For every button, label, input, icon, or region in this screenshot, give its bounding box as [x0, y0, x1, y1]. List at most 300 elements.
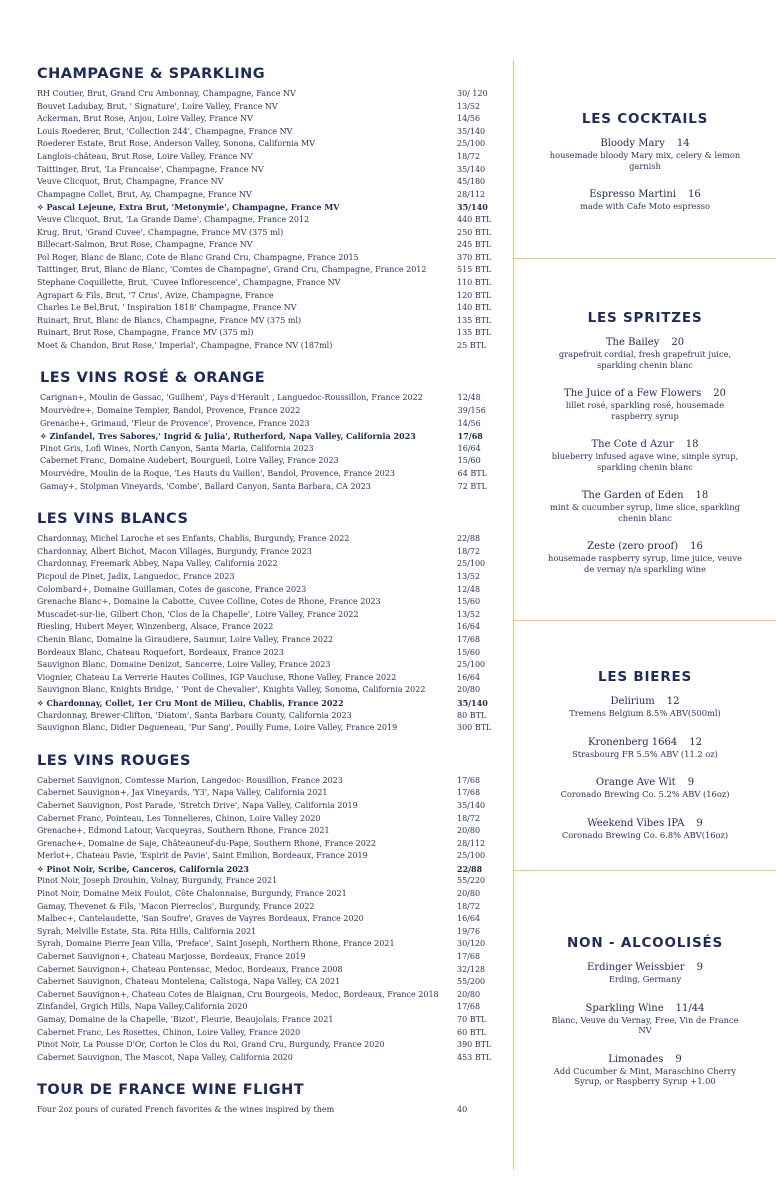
wine-row	[40, 443, 507, 456]
wine-price: 25/100	[457, 559, 486, 569]
drink-description: Coronado Brewing Co. 6.8% ABV(16oz)	[561, 829, 729, 840]
wine-row	[37, 277, 507, 290]
wine-row	[37, 252, 507, 265]
wine-row	[37, 951, 507, 964]
drink-description: blueberry infused agave wine, simple syrup, sparkling chenin blanc	[551, 451, 739, 472]
wine-row	[37, 888, 507, 901]
wine-name: ✧ Pinot Noir, Scribe, Canceros, California 2023	[37, 863, 249, 874]
drink-price: 9	[696, 817, 703, 829]
wine-name: Riesling, Hubert Meyer, Winzenberg, Alsace, France 2022	[37, 622, 274, 632]
wine-name: Ruinart, Brut, Blanc de Blancs, Champagne, France MV (375 ml)	[37, 315, 302, 325]
wine-name: Colombard+, Domaine Guillaman, Cotes de gascone, France 2023	[37, 584, 307, 594]
drink-price: 9	[687, 777, 695, 788]
drink-name: Weekend Vibes IPA	[587, 817, 685, 829]
wine-row	[37, 264, 507, 277]
section-blancs	[37, 511, 507, 735]
wine-row	[37, 926, 507, 939]
wine-price: 35/140	[457, 697, 488, 708]
wine-list	[37, 1104, 507, 1117]
drink-name: The Bailey	[605, 337, 660, 348]
wine-name: Pinot Noir, Domaine Meix Foulot, Côte Chalonnaise, Burgundy, France 2021	[37, 889, 347, 899]
drink-price: 9	[696, 962, 703, 973]
wine-row	[37, 710, 507, 723]
wine-row	[37, 558, 507, 571]
drink-name-line	[514, 336, 776, 349]
drink-name-line	[514, 137, 776, 150]
wine-name: Cabernet Sauvignon, Post Parade, 'Stretch Drive', Napa Valley, California 2019	[37, 800, 358, 810]
wine-row	[40, 392, 507, 405]
wine-price: 16/64	[457, 622, 481, 632]
wine-price: 20/80	[457, 889, 481, 899]
drink-description: Add Cucumber & Mint, Maraschino Cherry Syrup, or Raspberry Syrup +1.00	[553, 1065, 737, 1086]
wine-price: 300 BTL	[457, 723, 492, 733]
wine-row	[37, 609, 507, 622]
wine-row	[37, 775, 507, 788]
wine-name: Grenache+, Edmond Latour, Vacqueyras, Southern Rhone, France 2021	[37, 826, 330, 836]
wine-name: Cabernet Sauvignon+, Chateau Marjosse, Bordeaux, France 2019	[37, 952, 306, 962]
wine-price: 17/68	[457, 775, 481, 785]
drink-name-line	[514, 489, 776, 502]
drink-price: 18	[695, 490, 709, 501]
drink-price: 20	[713, 388, 726, 399]
wine-price: 55/220	[457, 876, 486, 886]
wine-row	[37, 340, 507, 353]
wine-price: 25/100	[457, 660, 486, 670]
wine-price: 22/88	[457, 534, 481, 544]
wine-price: 13/52	[457, 101, 481, 111]
wine-name: Cabernet Sauvignon+, Jax Vineyards, 'Y3', Napa Valley, California 2021	[37, 788, 328, 798]
wine-row	[37, 621, 507, 634]
wine-name: Chenin Blanc, Domaine la Giraudiere, Saumur, Loire Valley, France 2022	[37, 634, 334, 644]
wine-price: 32/128	[457, 964, 486, 974]
wine-price: 80 BTL	[457, 710, 487, 720]
wine-name: Veuve Clicquot, Brut, 'La Grande Dame', Champagne, France 2012	[37, 214, 310, 224]
wine-price: 515 BTL	[457, 265, 492, 275]
wine-name: Muscadet-sur-lie, Gilbert Chon, 'Clos de la Chapelle', Loire Valley, France 2022	[37, 609, 359, 619]
wine-price: 440 BTL	[457, 214, 492, 224]
wine-name: Mourvèdre+, Domaine Tempier, Bandol, Provence, France 2022	[40, 406, 301, 416]
section-rouges	[37, 753, 507, 1065]
wine-row	[37, 684, 507, 697]
wine-price: 17/68	[457, 952, 481, 962]
drink-list	[514, 336, 776, 574]
section-flight	[37, 1082, 507, 1117]
wine-row	[37, 697, 507, 710]
wine-row	[37, 239, 507, 252]
wine-price: 14/56	[457, 418, 481, 428]
wine-price: 245 BTL	[457, 240, 492, 250]
drink-list	[514, 137, 776, 212]
wine-row	[37, 302, 507, 315]
wine-row	[37, 214, 507, 227]
wine-name: Zinfandel, Grgich Hills, Napa Valley,California 2020	[37, 1002, 248, 1012]
wine-row	[37, 151, 507, 164]
wine-price: 35/140	[457, 800, 486, 810]
wine-price: 13/52	[457, 609, 481, 619]
drink-price: 16	[690, 541, 703, 552]
drink-name-line	[514, 387, 776, 400]
drink-name-line	[514, 438, 776, 451]
wine-name: Grenache Blanc+, Domaine la Cabotte, Cuvee Colline, Cotes de Rhone, France 2023	[37, 597, 381, 607]
drink-price: 9	[675, 1053, 682, 1065]
wine-price: 16/64	[457, 443, 481, 453]
drink-item	[514, 961, 776, 985]
drink-name: The Juice of a Few Flowers	[564, 388, 702, 399]
drink-item	[514, 336, 776, 370]
wine-row	[37, 1104, 507, 1117]
drink-list	[514, 695, 776, 840]
wine-name: RH Coutier, Brut, Grand Cru Ambonnay, Champagne, Fance NV	[37, 89, 296, 98]
wine-row	[37, 1039, 507, 1052]
wine-name: Pinot Gris, Lofi Wines, North Canyon, Santa Maria, California 2023	[40, 443, 314, 453]
wine-row	[37, 113, 507, 126]
wine-price: 135 BTL	[457, 315, 492, 325]
drink-name-line	[514, 1002, 776, 1015]
wine-price: 18/72	[457, 151, 481, 161]
wine-name: Veuve Clicquot, Brut, Champagne, France NV	[37, 177, 224, 187]
drink-description: housemade bloody Mary mix, celery & lemon garnish	[549, 150, 741, 171]
wine-name: Billecart-Salmon, Brut Rose, Champagne, France NV	[37, 240, 253, 250]
wine-list	[37, 775, 507, 1065]
section-rose	[37, 370, 507, 493]
wine-name: Cabernet Sauvignon, The Mascot, Napa Valley, California 2020	[37, 1052, 293, 1062]
wine-name: ✧ Zinfandel, Tres Sabores,' Ingrid & Julia', Rutherford, Napa Valley, California 2023	[40, 431, 416, 442]
wine-price: 55/200	[457, 977, 486, 987]
wine-row	[37, 634, 507, 647]
drink-description: housemade raspberry syrup, lime juice, veuve de vernay n/a sparkling wine	[548, 553, 742, 574]
wine-row	[37, 647, 507, 660]
wine-name: Pinot Noir, Joseph Drouhin, Volnay, Burgundy, France 2021	[37, 876, 278, 886]
drink-price: 20	[671, 337, 685, 348]
drink-description: Blanc, Veuve du Vernay, Free, Vin de France NV	[551, 1014, 739, 1035]
wine-list	[37, 533, 507, 735]
wine-name: Moet & Chandon, Brut Rose,' Imperial', Champagne, France NV (187ml)	[37, 340, 333, 350]
drink-item	[514, 387, 776, 421]
wine-name: Merlot+, Chateau Pavie, 'Espirit de Pavie', Saint Emilion, Bordeaux, France 2019	[37, 851, 368, 861]
wine-price: 39/156	[457, 406, 486, 416]
wine-row	[37, 875, 507, 888]
drink-name: Sparkling Wine	[585, 1002, 664, 1014]
drink-item	[514, 489, 776, 523]
wine-name: Louis Roederer, Brut, 'Collection 244', Champagne, France NV	[37, 126, 293, 136]
wine-row	[37, 138, 507, 151]
wine-row	[37, 88, 507, 101]
drink-price: 18	[685, 439, 699, 450]
wine-price: 30/ 120	[457, 89, 488, 98]
wine-row	[37, 659, 507, 672]
wine-row	[37, 672, 507, 685]
wine-name: Cabernet Sauvignon, Chateau Montelena, Calistoga, Napa Valley, CA 2021	[37, 977, 341, 987]
wine-name: ✧ Pascal Lejeune, Extra Brut, 'Metonymie', Champagne, France MV	[37, 202, 340, 213]
wine-row	[37, 913, 507, 926]
wine-row	[37, 201, 507, 214]
wine-list-column	[37, 66, 507, 1135]
wine-price: 17/68	[457, 1002, 481, 1012]
wine-name: Chardonnay, Michel Laroche et ses Enfants, Chablis, Burgundy, France 2022	[37, 534, 350, 544]
wine-price: 12/48	[457, 584, 481, 594]
wine-name: Pol Roger, Blanc de Blanc, Cote de Blanc Grand Cru, Champagne, France 2015	[37, 252, 359, 262]
wine-row	[37, 976, 507, 989]
wine-row	[37, 1052, 507, 1065]
wine-price: 25/100	[457, 139, 486, 149]
gold-divider	[514, 258, 776, 259]
wine-list	[37, 88, 507, 352]
wine-name: Ackerman, Brut Rose, Anjou, Loire Valley, France NV	[37, 114, 253, 124]
wine-price: 250 BTL	[457, 227, 492, 237]
wine-price: 370 BTL	[457, 252, 492, 262]
wine-price: 18/72	[457, 813, 481, 823]
wine-name: Malbec+, Cantelaudette, 'San Soufre', Graves de Vayres Bordeaux, France 2020	[37, 914, 364, 924]
wine-row	[37, 825, 507, 838]
drink-name: Delirium	[610, 696, 655, 707]
wine-row	[37, 901, 507, 914]
wine-price: 15/60	[457, 456, 481, 466]
wine-name: Chardonnay, Albert Bichot, Macon Villages, Burgundy, France 2023	[37, 546, 312, 556]
wine-row	[37, 850, 507, 863]
section-title: LES SPRITZES	[587, 310, 703, 326]
wine-price: 35/140	[457, 202, 488, 213]
drink-name: Kronenberg 1664	[588, 736, 678, 748]
wine-name: Bordeaux Blanc, Chateau Roquefort, Bordeaux, France 2023	[37, 647, 284, 657]
section-title: LES VINS ROSÉ & ORANGE	[40, 370, 266, 387]
wine-price: 70 BTL	[457, 1015, 487, 1024]
wine-name: Cabernet Franc, Domaine Audebert, Bourgueil, Loire Valley, France 2023	[40, 456, 339, 466]
drink-name: Zeste (zero proof)	[587, 541, 679, 552]
drink-price: 11/44	[675, 1002, 705, 1014]
drink-name: The Garden of Eden	[581, 490, 684, 501]
section-spritzes	[514, 310, 776, 591]
wine-name: Chardonnay, Freemark Abbey, Napa Valley, California 2022	[37, 559, 278, 569]
wine-name: Gamay, Domaine de la Chapelle, 'Bizot', Fleurie, Beaujolais, France 2021	[37, 1015, 334, 1024]
wine-price: 390 BTL	[457, 1040, 492, 1050]
wine-name: Cabernet Sauvignon+, Chateau Pontensac, Medoc, Bordeaux, France 2008	[37, 964, 343, 974]
wine-row	[37, 800, 507, 813]
wine-row	[37, 863, 507, 876]
wine-price: 20/80	[457, 685, 481, 695]
wine-price: 35/140	[457, 164, 486, 174]
wine-price: 45/180	[457, 177, 486, 187]
wine-name: Syrah, Domaine Pierre Jean Villa, 'Preface', Saint Joseph, Northern Rhone, France 2021	[37, 939, 395, 949]
wine-price: 140 BTL	[457, 303, 492, 313]
wine-name: Cabernet Sauvignon, Comtesse Marion, Langedoc- Rousillion, France 2023	[37, 775, 343, 785]
wine-price: 15/60	[457, 647, 481, 657]
wine-name: Agrapart & Fils, Brut, '7 Crus', Avize, Champagne, France	[37, 290, 274, 300]
wine-row	[40, 468, 507, 481]
wine-row	[37, 584, 507, 597]
wine-price: 120 BTL	[457, 290, 492, 300]
drink-name-line	[514, 817, 776, 830]
wine-price: 17/68	[457, 431, 483, 442]
section-title: LES VINS ROUGES	[37, 752, 191, 769]
section-non-alcoolises	[514, 935, 776, 1104]
wine-name: Sauvignon Blanc, Knights Bridge, ' 'Pont de Chevalier', Knights Valley, Sonoma, California 2022	[37, 685, 426, 695]
wine-row	[37, 126, 507, 139]
drink-description: Coronado Brewing Co. 5.2% ABV (16oz)	[560, 789, 730, 799]
wine-name: Grenache+, Domaine de Saje, Châteauneuf-du-Pape, Southern Rhone, France 2022	[37, 838, 377, 848]
wine-price: 18/72	[457, 546, 481, 556]
wine-name: Charles Le Bel,Brut, ' Inspiration 1818' Champagne, France NV	[37, 303, 297, 313]
wine-row	[37, 838, 507, 851]
wine-price: 17/68	[457, 788, 481, 798]
drink-item	[514, 695, 776, 719]
wine-price: 40	[457, 1105, 468, 1115]
drink-list	[514, 961, 776, 1087]
wine-row	[37, 571, 507, 584]
wine-price: 30/120	[457, 939, 486, 949]
wine-price: 20/80	[457, 989, 481, 999]
wine-price: 35/140	[457, 126, 486, 136]
wine-row	[37, 189, 507, 202]
wine-name: Cabernet Sauvignon+, Chateau Cotes de Blaignan, Cru Bourgeois, Medoc, Bordeaux, France 2018	[37, 989, 439, 999]
wine-row	[37, 813, 507, 826]
drink-description: Strasbourg FR 5.5% ABV (11.2 oz)	[572, 748, 718, 759]
wine-price: 60 BTL	[457, 1027, 487, 1037]
wine-row	[37, 596, 507, 609]
drink-description: Erding, Germany	[608, 974, 682, 984]
wine-name: ✧ Chardonnay, Collet, 1er Cru Mont de Milieu, Chablis, France 2022	[37, 697, 344, 708]
drink-description: lillet rosé, sparkling rosé, housemade raspberry syrup	[565, 400, 725, 421]
wine-name: Gamay, Thevenet & Fils, 'Macon Pierreclos', Burgundy, France 2022	[37, 901, 315, 911]
wine-price: 17/68	[457, 634, 481, 644]
wine-name: Pinot Noir, La Pousse D'Or, Corton le Clos du Roi, Grand Cru, Burgundy, France 2020	[37, 1040, 385, 1050]
wine-price: 16/64	[457, 914, 481, 924]
section-bieres	[514, 669, 776, 857]
wine-row	[37, 964, 507, 977]
wine-row	[37, 938, 507, 951]
wine-row	[37, 989, 507, 1002]
section-cocktails	[514, 111, 776, 229]
wine-name: Mourvèdre, Moulin de la Roque, 'Les Hauts du Vaillon', Bandol, Provence, France 2023	[40, 469, 395, 479]
drink-name-line	[514, 540, 776, 553]
drink-price: 12	[689, 736, 702, 748]
drink-name: Erdinger Weissbier	[587, 962, 685, 973]
wine-row	[37, 722, 507, 735]
wine-name: Syrah, Melville Estate, Sta. Rita Hills, California 2021	[37, 926, 257, 936]
wine-name: Langlois-château, Brut Rose, Loire Valley, France NV	[37, 151, 253, 161]
drink-name-line	[514, 188, 776, 201]
section-title: TOUR DE FRANCE WINE FLIGHT	[37, 1082, 305, 1099]
drink-name: Espresso Martini	[589, 189, 677, 200]
drink-description: made with Cafe Moto espresso	[580, 201, 710, 211]
wine-row	[37, 176, 507, 189]
section-title: LES VINS BLANCS	[37, 511, 189, 528]
section-title: CHAMPAGNE & SPARKLING	[37, 66, 266, 82]
wine-name: Four 2oz pours of curated French favorites & the wines inspired by them	[37, 1105, 335, 1115]
drink-price: 16	[688, 189, 701, 200]
wine-name: Ruinart, Brut Rose, Champagne, France MV (375 ml)	[37, 328, 254, 338]
wine-name: Sauvignon Blanc, Domaine Denizot, Sancerre, Loire Valley, France 2023	[37, 660, 331, 670]
drink-item	[514, 438, 776, 472]
drink-name-line	[514, 736, 776, 749]
wine-price: 28/112	[457, 189, 486, 199]
drink-name: Limonades	[608, 1053, 664, 1065]
wine-name: Sauvignon Blanc, Didier Dagueneau, 'Pur Sang', Pouilly Fume, Loire Valley, France 2019	[37, 723, 398, 733]
drink-item	[514, 1002, 776, 1036]
section-champagne	[37, 66, 507, 352]
wine-row	[40, 481, 507, 494]
drink-description: grapefruit cordial, fresh grapefruit juice, sparkling chenin blanc	[558, 349, 732, 370]
wine-row	[37, 787, 507, 800]
wine-row	[37, 315, 507, 328]
wine-row	[37, 327, 507, 340]
wine-price: 12/48	[457, 393, 481, 403]
drink-item	[514, 137, 776, 171]
wine-name: Picpoul de Pinet, Jadix, Languedoc, France 2023	[37, 572, 235, 581]
wine-price: 13/52	[457, 572, 481, 581]
drink-description: Tremens Belgium 8.5% ABV(500ml)	[569, 708, 721, 718]
wine-name: Taittinger, Brut, 'La Francaise', Champagne, France NV	[37, 164, 264, 174]
wine-name: Champagne Collet, Brut, Ay, Champagne, France NV	[37, 189, 252, 199]
drink-item	[514, 776, 776, 800]
drink-item	[514, 736, 776, 760]
drink-name: Orange Ave Wit	[595, 777, 676, 788]
wine-name: Stephane Coquillette, Brut, 'Cuvee Inflorescence', Champagne, France NV	[37, 277, 341, 287]
wine-price: 15/60	[457, 597, 481, 607]
wine-name: Chardonnay, Brewer-Clifton, 'Diatom', Santa Barbara County, California 2023	[37, 710, 352, 720]
drink-description: mint & cucumber syrup, lime slice, sparkling chenin blanc	[550, 502, 740, 523]
wine-price: 20/80	[457, 826, 481, 836]
wine-row	[37, 546, 507, 559]
wine-name: Cabernet Franc, Les Rosettes, Chinon, Loire Valley, France 2020	[37, 1027, 301, 1037]
wine-name: Krug, Brut, 'Grand Cuvee', Champagne, France MV (375 ml)	[37, 227, 284, 237]
drink-name-line	[514, 1053, 776, 1066]
wine-row	[37, 164, 507, 177]
wine-price: 453 BTL	[457, 1052, 492, 1062]
wine-price: 135 BTL	[457, 328, 492, 338]
wine-row	[40, 430, 507, 443]
wine-row	[37, 290, 507, 303]
wine-name: Taittinger, Brut, Blanc de Blanc, 'Comtes de Champagne', Grand Cru, Champagne, France 2012	[37, 265, 427, 275]
wine-row	[37, 1027, 507, 1040]
drink-item	[514, 540, 776, 574]
wine-name: Bouvet Ladubay, Brut, ' Signature', Loire Valley, France NV	[37, 101, 278, 111]
wine-price: 110 BTL	[457, 277, 492, 287]
gold-divider	[514, 620, 776, 621]
wine-price: 64 BTL	[457, 469, 487, 479]
wine-price: 14/56	[457, 114, 481, 124]
drink-name: Bloody Mary	[600, 138, 665, 149]
drink-name-line	[514, 776, 776, 789]
wine-row	[40, 405, 507, 418]
wine-row	[37, 1014, 507, 1027]
wine-name: Cabernet Franc, Pointeau, Les Tonnelieres, Chinon, Loire Valley 2020	[37, 813, 321, 823]
wine-price: 18/72	[457, 901, 481, 911]
wine-row	[37, 533, 507, 546]
wine-row	[40, 455, 507, 468]
drink-item	[514, 188, 776, 212]
wine-name: Gamay+, Stolpman Vineyards, 'Combe', Ballard Canyon, Santa Barbara, CA 2023	[40, 481, 371, 491]
drink-price: 12	[666, 696, 680, 707]
drink-item	[514, 1053, 776, 1087]
wine-row	[37, 101, 507, 114]
section-title: NON - ALCOOLISÉS	[566, 935, 724, 951]
wine-name: Carignan+, Moulin de Gassac, 'Guilhem', Pays d'Herault , Languedoc-Roussillon, France 2022	[40, 393, 423, 403]
wine-price: 25/100	[457, 851, 486, 861]
wine-price: 25 BTL	[457, 340, 487, 350]
gold-divider	[514, 870, 776, 871]
section-title: LES BIERES	[597, 669, 693, 685]
wine-name: Viognier, Chateau La Verrerie Hautes Collines, IGP Vaucluse, Rhone Valley, France 2022	[37, 672, 397, 682]
wine-price: 19/76	[457, 926, 481, 936]
wine-row	[40, 418, 507, 431]
wine-list	[40, 392, 507, 493]
wine-price: 28/112	[457, 838, 486, 848]
wine-price: 22/88	[457, 863, 483, 874]
wine-row	[37, 1001, 507, 1014]
drink-item	[514, 817, 776, 841]
drink-name-line	[514, 695, 776, 708]
wine-price: 16/64	[457, 672, 481, 682]
